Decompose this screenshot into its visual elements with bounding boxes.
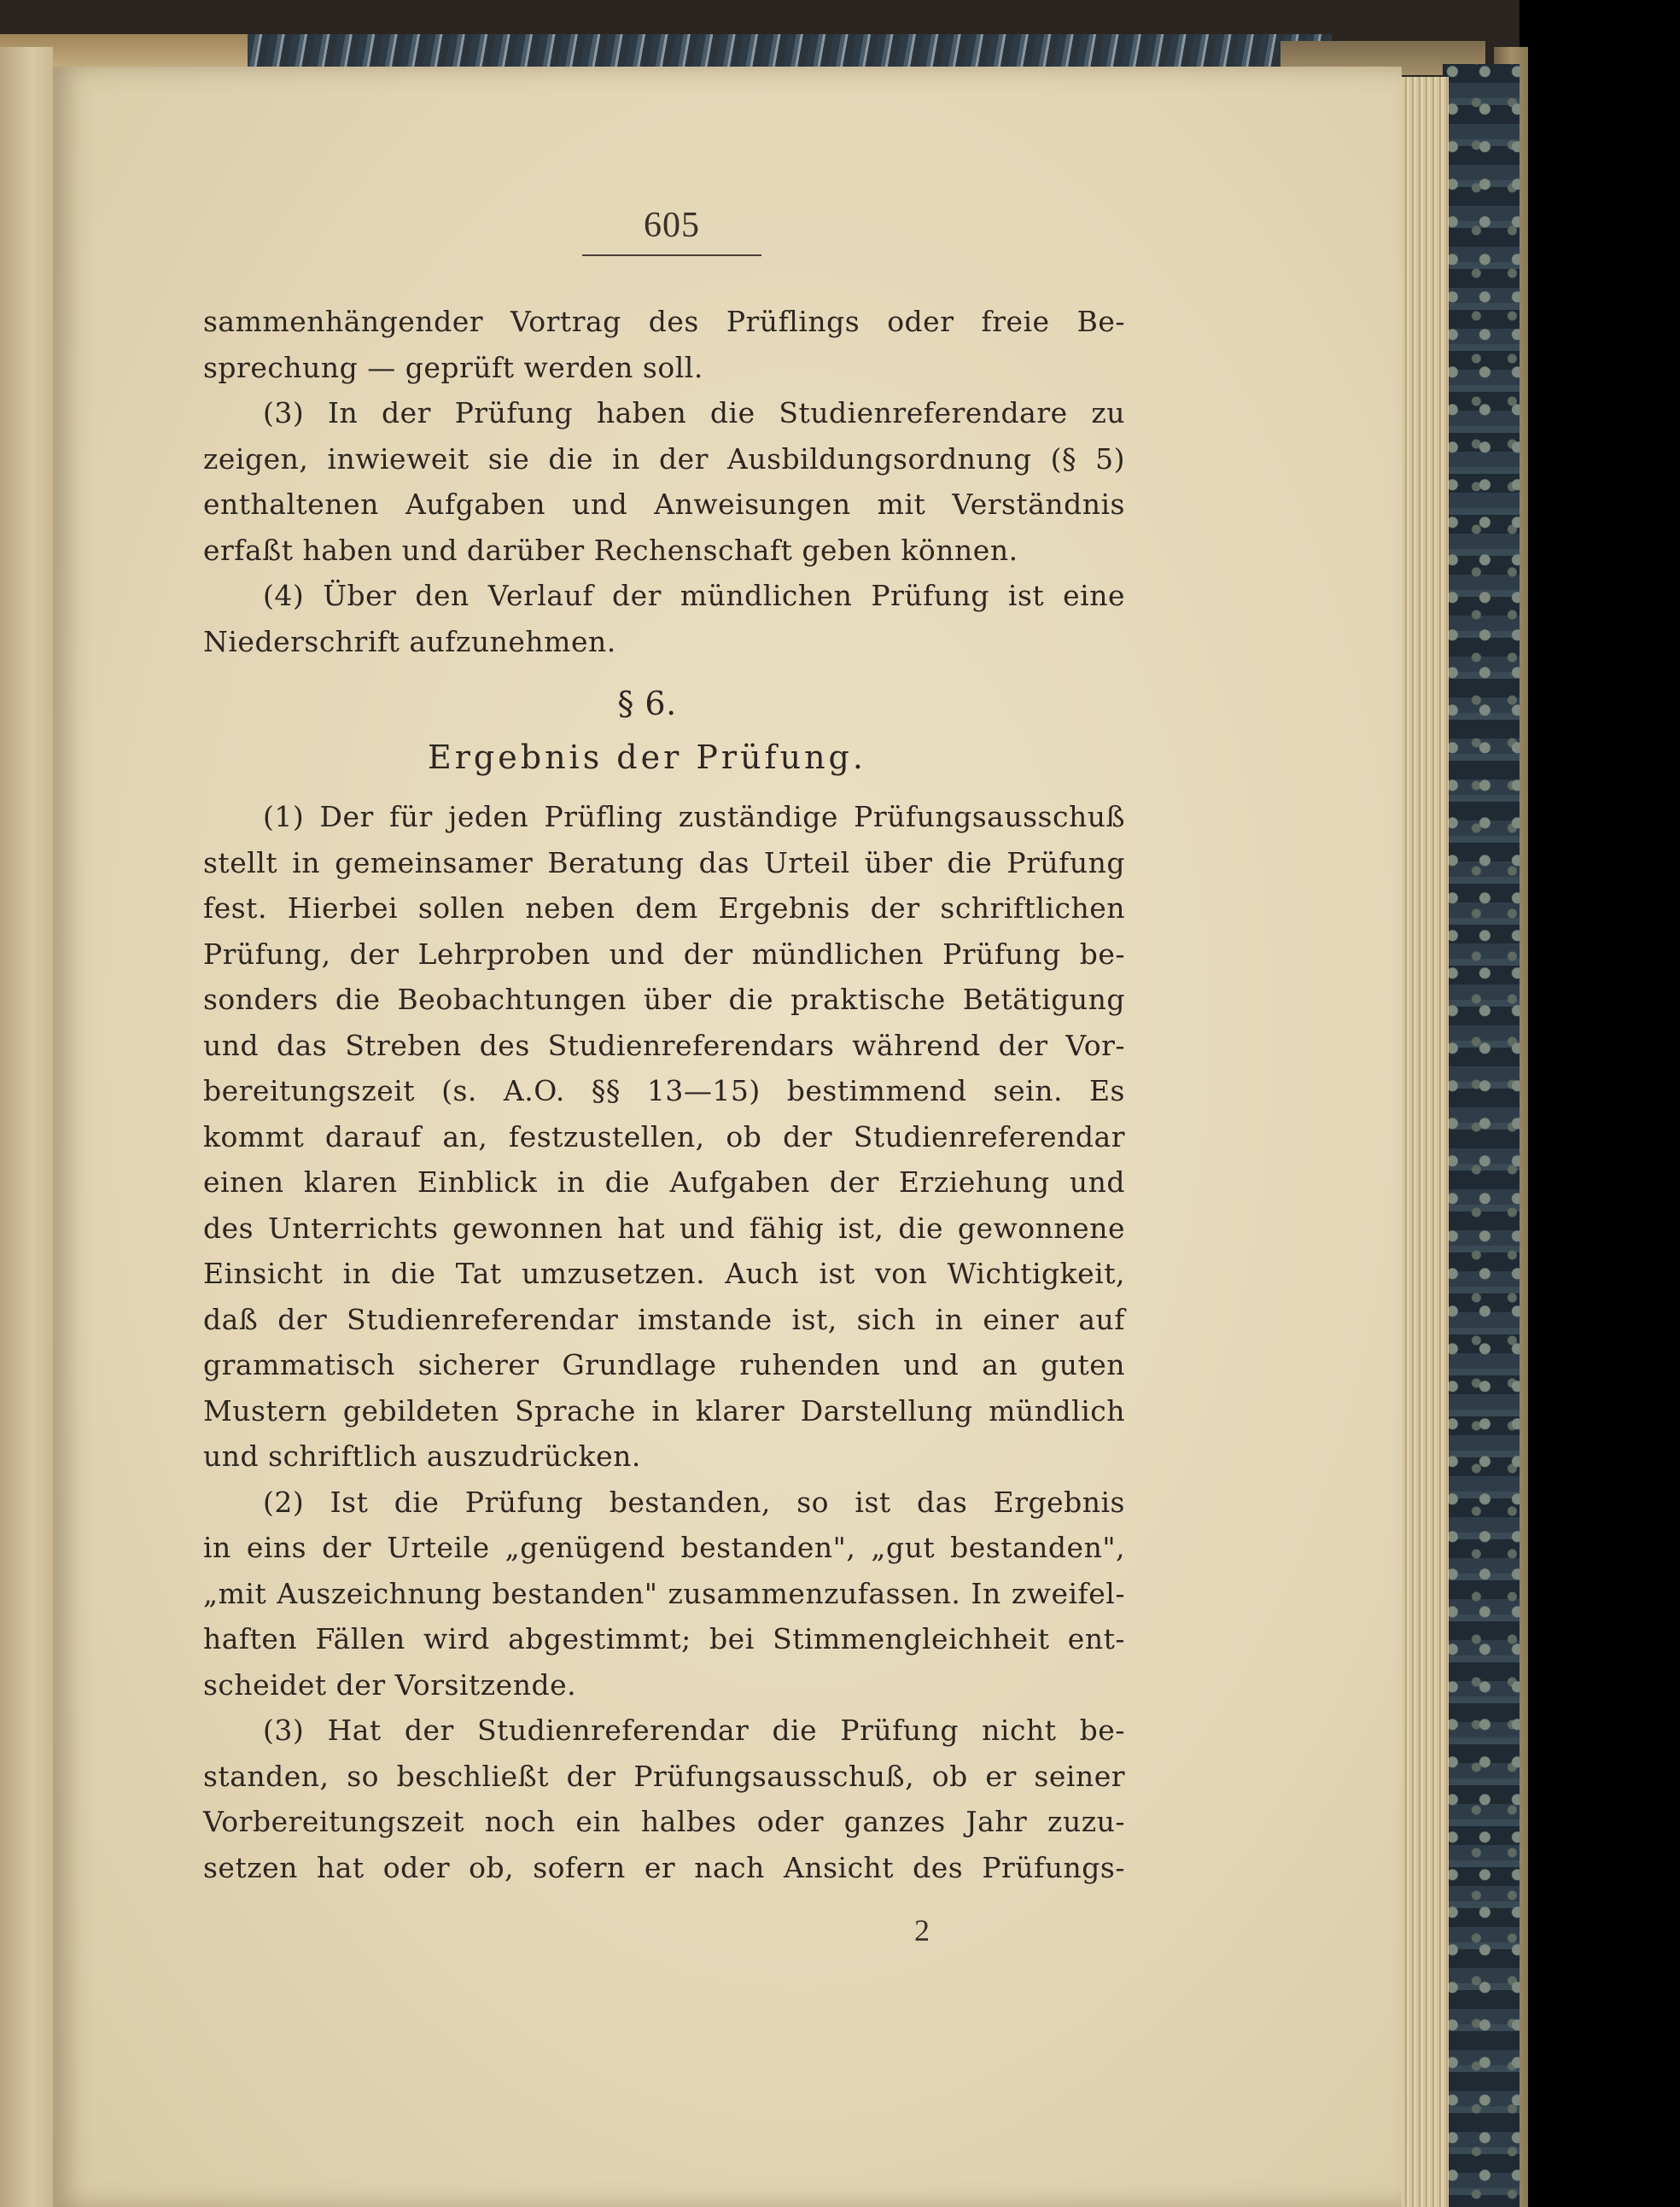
text-line: zeigen, inwieweit sie die in der Ausbildungsordnung (§ 5): [203, 441, 1125, 476]
body-text: [203, 299, 1125, 1890]
signature-mark: 2: [914, 1913, 930, 1947]
text-line: setzen hat oder ob, sofern er nach Ansicht des Prüfungs-: [203, 1850, 1125, 1884]
facing-page-edge: [0, 47, 53, 2207]
section-title: Ergebnis der Prüfung.: [428, 739, 866, 776]
text-line: Prüfung, der Lehrproben und der mündlichen Prüfung be-: [203, 937, 1125, 971]
header-rule: [582, 254, 761, 256]
text-line: (1) Der für jeden Prüfling zuständige Prüfungsausschuß: [263, 800, 1125, 833]
text-line: (3) Hat der Studienreferendar die Prüfung nicht be-: [263, 1714, 1125, 1747]
text-line: fest. Hierbei sollen neben dem Ergebnis der schriftlichen: [203, 891, 1125, 925]
text-line: daß der Studienreferendar imstande ist, sich in einer auf: [203, 1302, 1125, 1336]
text-line: in eins der Urteile „genügend bestanden", „gut bestanden",: [203, 1531, 1125, 1564]
scan-background: [1520, 0, 1680, 2207]
text-line: Einsicht in die Tat umzusetzen. Auch ist von Wichtigkeit,: [203, 1257, 1125, 1290]
text-line: Vorbereitungszeit noch ein halbes oder ganzes Jahr zuzu-: [203, 1805, 1125, 1838]
marbled-cover-right: [1443, 64, 1520, 2207]
text-line: des Unterrichts gewonnen hat und fähig ist, die gewonnene: [203, 1211, 1125, 1245]
text-line: scheidet der Vorsitzende.: [203, 1667, 577, 1702]
text-line: und schriftlich auszudrücken.: [203, 1439, 641, 1473]
text-line: einen klaren Einblick in die Aufgaben der Erziehung und: [203, 1165, 1125, 1199]
text-line: Niederschrift aufzunehmen.: [203, 624, 616, 658]
text-line: grammatisch sicherer Grundlage ruhenden und an guten: [203, 1348, 1125, 1381]
text-line: sprechung — geprüft werden soll.: [203, 350, 703, 384]
text-line: „mit Auszeichnung bestanden" zusammenzufassen. In zweifel-: [203, 1576, 1125, 1610]
text-line: standen, so beschließt der Prüfungsausschuß, ob er seiner: [203, 1759, 1125, 1793]
text-line: bereitungszeit (s. A.O. §§ 13—15) bestimmend sein. Es: [203, 1074, 1125, 1107]
text-line: stellt in gemeinsamer Beratung das Urteil über die Prüfung: [203, 845, 1125, 879]
text-line: sammenhängender Vortrag des Prüflings oder freie Be-: [203, 305, 1125, 338]
text-line: Mustern gebildeten Sprache in klarer Darstellung mündlich: [203, 1393, 1125, 1428]
text-line: und das Streben des Studienreferendars während der Vor-: [203, 1028, 1125, 1062]
section-number: § 6.: [617, 685, 677, 722]
text-line: erfaßt haben und darüber Rechenschaft geben können.: [203, 533, 1018, 567]
marbled-cover-top: [248, 34, 1332, 70]
page-number: 605: [644, 206, 700, 245]
text-line: sonders die Beobachtungen über die praktische Betätigung: [203, 983, 1125, 1016]
text-line: haften Fällen wird abgestimmt; bei Stimmengleichheit ent-: [203, 1622, 1125, 1655]
page-block-edges: [1396, 77, 1449, 2207]
text-line: (2) Ist die Prüfung bestanden, so ist das Ergebnis: [263, 1485, 1125, 1519]
text-line: (4) Über den Verlauf der mündlichen Prüfung ist eine: [263, 579, 1125, 612]
page-header: [582, 205, 761, 256]
text-line: kommt darauf an, festzustellen, ob der Studienreferendar: [203, 1119, 1125, 1153]
text-line: (3) In der Prüfung haben die Studienreferendare zu: [263, 396, 1125, 429]
text-line: enthaltenen Aufgaben und Anweisungen mit Verständnis: [203, 488, 1125, 521]
